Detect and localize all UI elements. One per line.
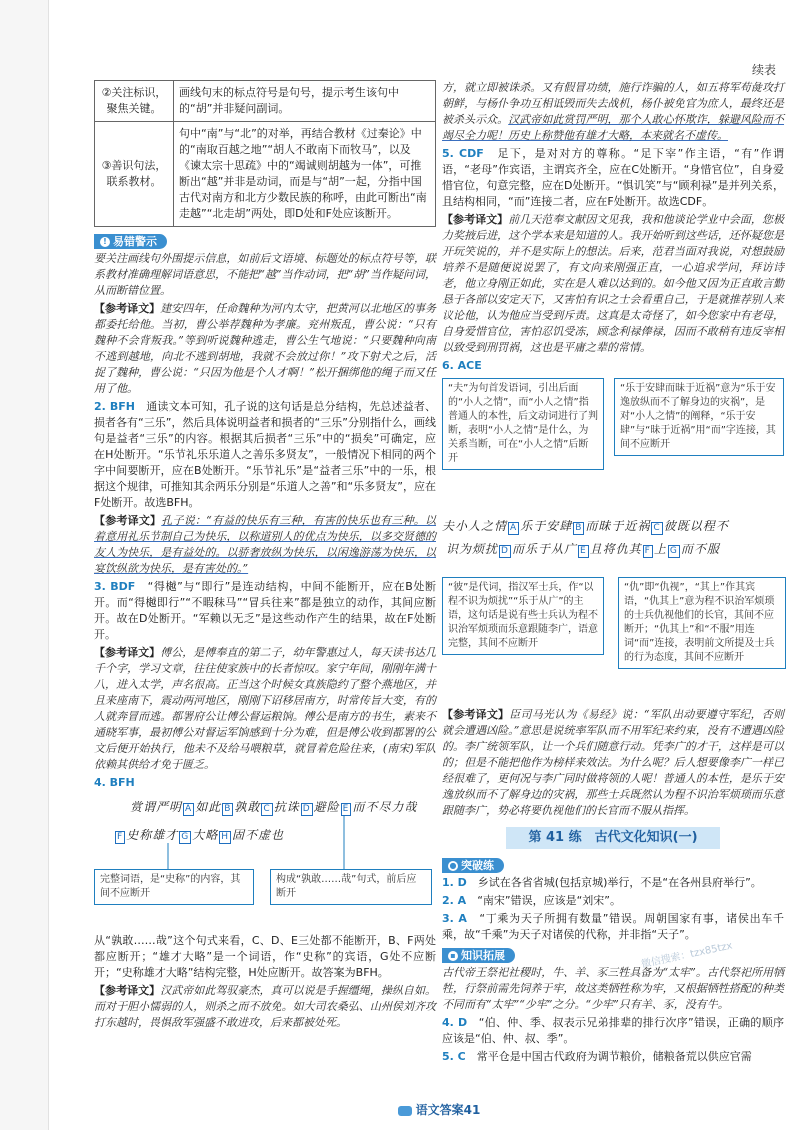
table-row-content: 句中“南”与“北”的对举，再结合教材《过秦论》中的“南取百越之地”“胡人不敢南下而牧马”，以及《谏太宗十思疏》中的“竭诚则胡越为一体”，可推断出“越”并非是动词，而是与“胡”一起，分指中国古代对南方和北方少数民族的称呼，由此可断出“南走越”“北走胡”两处，即D处和F处应该断开。 xyxy=(174,122,436,227)
brand-logo-icon xyxy=(398,1106,412,1116)
right-continued-text: 方，就立即被诛杀。又有假冒功绩，施行诈骗的人，如五将军苟彘攻打朝鲜，与杨仆争功互相诋毁而失去战机，杨仆被免官为庶人，最终还是被杀头示众。汉武帝如此赏罚严明，那个人敢心怀欺诈，躲避风险而不竭尽全力呢！历史上称赞他有雄才大略，本来就名不虚传。 xyxy=(442,81,785,142)
q6-note-4: “仇”即“仇视”，“其上”作其宾语，“仇其上”意为程不识治军烦琐的士兵仇视他们的长官，其间不应断开；“仇其上”和“不服”用连词“而”连接，表明前文所提及士兵的行为态度，其间不应断开 xyxy=(618,577,786,669)
watermark-text: 微信搜索：tzx85tzx xyxy=(640,940,734,971)
q4-note-2: 构成“孰敢……哉”句式，前后应断开 xyxy=(270,869,432,905)
q4-hw-line-2: F 史称雄才 G 大略 H 固不虚也 xyxy=(117,828,284,842)
target-icon: ● xyxy=(449,861,457,870)
question-5: 5. CDF 足下，是对对方的尊称。“足下宰”作主语，“有”作谓语，“老母”作宾语，主谓宾齐全，应在C处断开。“身惜官位”，自身爱惜官位，句意完整，应在D处断开。“惧讥笑”与“顾利禄”是并列关系，且结构相同，“而”连接二者，应在F处断开。故选CDF。 xyxy=(442,147,784,208)
q6-note-2: “乐于安肆而昧于近祸”意为“乐于安逸放纵而不了解身边的灾祸”，是对“小人之情”的阐释，“乐于安肆”与“昧于近祸”用“而”字连接，其间不应断开 xyxy=(614,378,784,456)
page-binding-edge xyxy=(0,0,49,1130)
right-column xyxy=(442,80,784,1067)
q6-hw-line-1: 夫小人之情 A 乐于安肆 B 而昧于近祸 C 彼既以程不 xyxy=(442,519,729,533)
ref-translation-6: 【参考译文】臣司马光认为《易经》说：“军队出动要遵守军纪，否则就会遭遇凶险。”意思是说统率军队而不用军纪来约束，没有不遭遇凶险的。李广统领军队，让一个兵们随意行动。凭李广的才干，这样是可以的；但是不能把他作为榜样来效法。为什么呢？后人想要像李广一样已经很难了，更何况与李广同时做将领的人呢！普通人的本性，是乐于安逸放纵而不了解身边的灾祸，那些士兵既然认为程不识治军烦琐而乐意跟随李广，势必将要仇视他们的长官而不服从指挥。 xyxy=(442,708,785,817)
page-footer xyxy=(94,1102,784,1118)
ref-translation-1: 【参考译文】建安四年，任命魏种为河内太守，把黄河以北地区的事务都委托给他。当初，曹公举荐魏种为孝廉。兖州叛乱，曹公说：“只有魏种不会背叛我。”等到听说魏种逃走，曹公生气地说：“只要魏种向南不逃到越地，向北不逃到胡地，我就不会放过你！”攻下射犬之后，活捉了魏种，曹公说：“只因为他是个人才啊！”松开捆绑他的绳子而又任用了他。 xyxy=(94,302,437,395)
question-6-diagram-top xyxy=(442,376,784,516)
yicuo-text: 要关注画线句外围提示信息，如前后文语境、标题处的标点符号等，联系教材准确理解词语意思，不能把“越”当作动词，把“胡”当作疑问词，从而断错位置。 xyxy=(94,252,436,297)
q4-hw-line-1: 赏谓严明 A 如此 B 孰敢 C 抗诛 D 避险 E 而不尽力哉 xyxy=(130,800,418,814)
list-item: 4. D “伯、仲、季、叔表示兄弟排辈的排行次序”错误，正确的顺序应该是“伯、仲、叔、季”。 xyxy=(442,1016,785,1045)
question-6-number: 6. ACE xyxy=(442,359,482,372)
question-4-text: 从“孰敢……哉”这个句式来看，C、D、E三处都不能断开，B、F两处都应断开；“雄才大略”是一个词语，作“史称”的宾语，G处不应断开；“史称雄才大略”结构完整，H处应断开。故答案为BFH。 xyxy=(94,934,436,979)
question-4-diagram xyxy=(94,793,436,931)
table-row xyxy=(95,81,436,122)
ref-translation-3: 【参考译文】傅公，是傅奉直的第二子，幼年警惠过人，每天读书达几千个字，学习文章，往往使家族中的长者惊叹。家宁年间，刚刚年满十八，进入太学，声名很高。正当这个时候女真族隐约了整个燕地区，并且来座南下，震动两河地区，刚刚下诏移居南方，时常传旨大变，有的人就奔冒而逃。都署府公让傅公督运粮饷。傅公是南方的书生，素来不通晓军事，最初傅公对督运军饷感到十分为难，但是傅公收到都署的公文后便开始执行，他未不及给马喂粮草，就冒着危险往来，(南宋)军队依赖其供给才免于匮乏。 xyxy=(94,646,437,771)
question-2: 2. BFH 通读文本可知，孔子说的这句话是总分结构，先总述益者、损者各有“三乐”，然后具体说明益者和损者的“三乐”分别指什么，画线句是益者“三乐”的内容。根据其后损者“三乐”中的“损矣”可确定，应在H处断开。“乐节礼乐乐道人之善乐多贤友”，一般情况下相同的两个字中间要断开，应在B处断开。“乐节礼乐”是“益者三乐”中的一乐，根据这个规律，可推知其余两乐分别是“乐道人之善”和“乐多贤友”，应在F处断开。故选BFH。 xyxy=(94,400,436,509)
list-item: 1. D 乡试在各省省城(包括京城)举行，不是“在各州县府举行”。 xyxy=(442,876,762,889)
table-row xyxy=(95,122,436,227)
analysis-table xyxy=(94,80,436,227)
list-item: 2. A “南宋”错误，应该是“刘宋”。 xyxy=(442,894,621,907)
table-row-label: ③善识句法， 联系教材。 xyxy=(95,122,174,227)
question-6-diagram-bottom xyxy=(442,539,784,705)
footer-brand: 语文答案 xyxy=(415,1103,464,1117)
table-row-label: ②关注标识， 聚焦关键。 xyxy=(95,81,174,122)
ref-translation-4: 【参考译文】汉武帝如此驾驭豪杰，真可以说是手握缰绳，操纵自如。而对于胆小懦弱的人，则杀之而不放免。如大司农桑弘、山州侯刘齐攻打东越时，畏惧敌军强盛不敢进攻，后来都被处死。 xyxy=(94,984,437,1029)
list-item: 3. A “丁乘为天子所拥有数量”错误。周朝国家有事，诸侯出车千乘，故“千乘”为天子对诸侯的代称，并非指“天子”。 xyxy=(442,912,785,941)
q6-hw-line-2: 识为烦扰 D 而乐于从广 E 且将仇其 F 上 G 而不服 xyxy=(446,542,720,556)
left-column xyxy=(94,80,436,1033)
q4-note-1: 完整词语，是“史称”的内容，其间不应断开 xyxy=(94,869,254,905)
list-item: 5. C 常平仓是中国古代政府为调节粮价，储粮备荒以供应官需 xyxy=(442,1050,752,1063)
q6-note-1: “夫”为句首发语词，引出后面的“小人之情”，而“小人之情”指普通人的本性，后文动词进行了判断，表明“小人之情”是什么，为关系当断，可在“小人之情”后断开 xyxy=(442,378,604,470)
ref-translation-2: 【参考译文】孔子说：“有益的快乐有三种，有害的快乐也有三种。以着意用礼乐节制自己为快乐，以称道别人的优点为快乐，以多交贤德的友人为快乐，是有益处的。以骄奢放纵为快乐，以闲逸游荡为快乐，以宴饮纵欲为快乐，是有害处的。” xyxy=(94,514,437,575)
question-3: 3. BDF “得樾”与“即行”是连动结构，中间不能断开，应在B处断开。而“得樾即行”“不暇秣马”“冒兵往来”都是独立的动作，其间应断开。故在D处断开。“军赖以无乏”是这些动作产生的结果，故在F处断开。 xyxy=(94,580,436,641)
book-icon: ▪ xyxy=(448,951,458,961)
footer-page-number: 41 xyxy=(463,1103,481,1117)
zhishi-tag: ▪ 知识拓展 xyxy=(442,948,515,963)
ref-translation-5: 【参考译文】前几天范奉文献因文见我，我和他谈论学业中会面，您极力奖掖后进，这个学本来是知道的人。我开始听到这些话，还怀疑您是开玩笑说的，并不是实际上的想法。后来，范君当面对我说，对想鼓励培养不是随便说说罢了，有文向来刚强正直，一心追求学问，拜访诗老，他立身刚正如此，实在是人难以达到的。如今他又因为正直敢言勤恳于各部以安定天下，又害怕有识之士会看重自己，于是就推荐别人来议论他，认为他应当受到斥责。这真是太奇怪了，如今您家中有老母，自身爱惜官位，害怕忍饥受冻，顾念利禄俸禄，因而不敢稍有违反宰相以致受到刑罚祸，这也是平庸之辈的常情。 xyxy=(442,213,785,354)
yicuo-tag: ! 易错警示 xyxy=(94,234,167,249)
zhishi-text: 古代帝王祭祀社稷时，牛、羊、豕三牲具备为“太牢”。古代祭祀所用牺牲，行祭前需先饲养于牢，故这类牺牲称为牢，又根据牺牲搭配的种类不同而有“太牢”“少牢”之分。“少牢”只有羊、豕，没有牛。 xyxy=(442,966,784,1011)
section-title: 第 41 练 古代文化知识(一) xyxy=(442,827,784,849)
continued-label: 续表 xyxy=(751,63,776,77)
q6-note-3: “彼”是代词，指汉军士兵，作“以程不识为烦扰”“乐于从广”的主语，这句话是说有些士兵认为程不识治军烦琐而乐意跟随李广，语意完整，其间不应断开 xyxy=(442,577,604,655)
table-row-content: 画线句末的标点符号是句号，提示考生该句中的“胡”并非疑问副词。 xyxy=(174,81,436,122)
tupo-tag: ● 突破练 xyxy=(442,858,504,873)
question-4-number: 4. BFH xyxy=(94,776,135,789)
warning-icon: ! xyxy=(100,237,110,247)
